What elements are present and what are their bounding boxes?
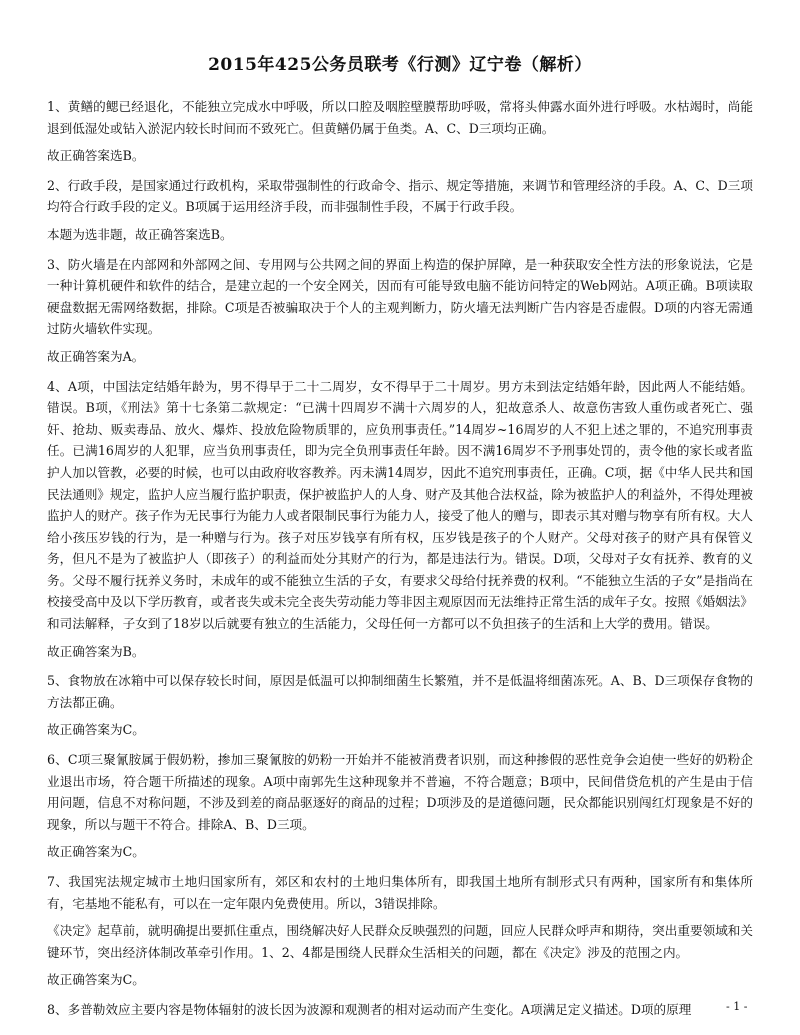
answer-line: 故正确答案为C。 [47, 844, 145, 860]
document-body [47, 96, 753, 1027]
answer-line: 故正确答案为B。 [47, 643, 145, 659]
question-4-explanation: 4、A项，中国法定结婚年龄为，男不得早于二十二周岁，女不得早于二十周岁。男方未到法定结婚年龄，因此两人不能结婚。错误。B项，《刑法》第十七条第二款规定：“已满十四周岁不满十六周岁的人，犯故意杀人、故意伤害致人重伤或者死亡、强奸、抢劫、贩卖毒品、放火、爆炸、投放危险物质罪的，应负刑事责任。”14周岁~16周岁的人不犯上述之罪的，不追究刑事责任。已满16周岁的人犯罪，应当负刑事责任，即为完全负刑事责任年龄。因不满16周岁不予刑事处罚的，责令他的家长或者监护人加以管教，必要的时候，也可以由政府收容教养。丙未满14周岁，因此不追究刑事责任，正确。C项，据《中华人民共和国民法通则》规定，监护人应当履行监护职责，保护被监护人的人身、财产及其他合法权益，除为被监护人的利益外，不得处理被监护人的财产。孩子作为无民事行为能力人或者限制民事行为能力人，接受了他人的赠与，即表示其对赠与物享有所有权。大人给小孩压岁钱的行为，是一种赠与行为。孩子对压岁钱享有所有权，压岁钱是孩子的个人财产。父母对孩子的财产具有保管义务，但凡不是为了被监护人（即孩子）的利益而处分其财产的行为，都是违法行为。错误。D项，父母对子女有抚养、教育的义务。父母不履行抚养义务时，未成年的或不能独立生活的子女，有要求父母给付抚养费的权利。“不能独立生活的子女”是指尚在校接受高中及以下学历教育，或者丧失或未完全丧失劳动能力等非因主观原因而无法维持正常生活的成年子女。按照《婚姻法》和司法解释，子女到了18岁以后就要有独立的生活能力，父母任何一方都可以不负担孩子的生活和上大学的费用。错误。 [47, 378, 753, 632]
question-7-explanation: 7、我国宪法规定城市土地归国家所有，郊区和农村的土地归集体所有，即我国土地所有制形式只有两种，国家所有和集体所有，宅基地不能私有，可以在一定年限内免费使用。所以，3错误排除。 [47, 874, 753, 911]
question-1-explanation: 1、黄鳝的鳃已经退化，不能独立完成水中呼吸，所以口腔及咽腔壁膜帮助呼吸，常将头伸露水面外进行呼吸。水枯竭时，尚能退到低湿处或钻入淤泥内较长时间而不致死亡。但黄鳝仍属于鱼类。A、C、D三项均正确。 [47, 99, 753, 136]
question-8-explanation: 8、多普勒效应主要内容是物体辐射的波长因为波源和观测者的相对运动而产生变化。A项满足定义描述。D项的原理 [47, 1001, 692, 1017]
answer-line: 本题为选非题，故正确答案选B。 [47, 226, 233, 242]
answer-line: 故正确答案为C。 [47, 722, 145, 738]
question-2-explanation: 2、行政手段，是国家通过行政机构，采取带强制性的行政命令、指示、规定等措施，来调节和管理经济的手段。A、C、D三项均符合行政手段的定义。B项属于运用经济手段，而非强制性手段，不属于行政手段。 [47, 177, 753, 215]
question-5-explanation: 5、食物放在冰箱中可以保存较长时间，原因是低温可以抑制细菌生长繁殖，并不是低温将细菌冻死。A、B、D三项保存食物的方法都正确。 [47, 673, 753, 710]
page-number: - 1 - [726, 1000, 748, 1013]
answer-line: 故正确答案为A。 [47, 348, 145, 364]
question-3-explanation: 3、防火墙是在内部网和外部网之间、专用网与公共网之间的界面上构造的保护屏障，是一种获取安全性方法的形象说法，它是一种计算机硬件和软件的结合，是建立起的一个安全网关，因而有可能导致电脑不能访问特定的Web网站。A项正确。B项读取硬盘数据无需网络数据，排除。C项是否被骗取决于个人的主观判断力，防火墙无法判断广告内容是否虚假。D项的内容无需通过防火墙软件实现。 [47, 256, 753, 337]
answer-line: 故正确答案选B。 [47, 148, 145, 164]
question-6-explanation: 6、C项三聚氰胺属于假奶粉，掺加三聚氰胺的奶粉一开始并不能被消费者识别，而这种掺假的恶性竞争会迫使一些好的奶粉企业退出市场，符合题干所描述的现象。A项中南郭先生这种现象并不普遍，不符合题意；B项中，民间借贷危机的产生是由于信用问题，信息不对称问题，不涉及到差的商品驱逐好的商品的过程；D项涉及的是道德问题，民众都能识别闯红灯现象是不好的现象，所以与题干不符合。排除A、B、D三项。 [47, 752, 753, 832]
answer-line: 故正确答案为C。 [47, 972, 145, 988]
question-7-extra-explanation: 《决定》起草前，就明确提出要抓住重点，围绕解决好人民群众反映强烈的问题，回应人民群众呼声和期待，突出重要领域和关键环节，突出经济体制改革牵引作用。1、2、4都是围绕人民群众生活相关的问题，都在《决定》涉及的范围之内。 [47, 923, 753, 960]
page-title: 2015年425公务员联考《行测》辽宁卷（解析） [208, 55, 592, 75]
